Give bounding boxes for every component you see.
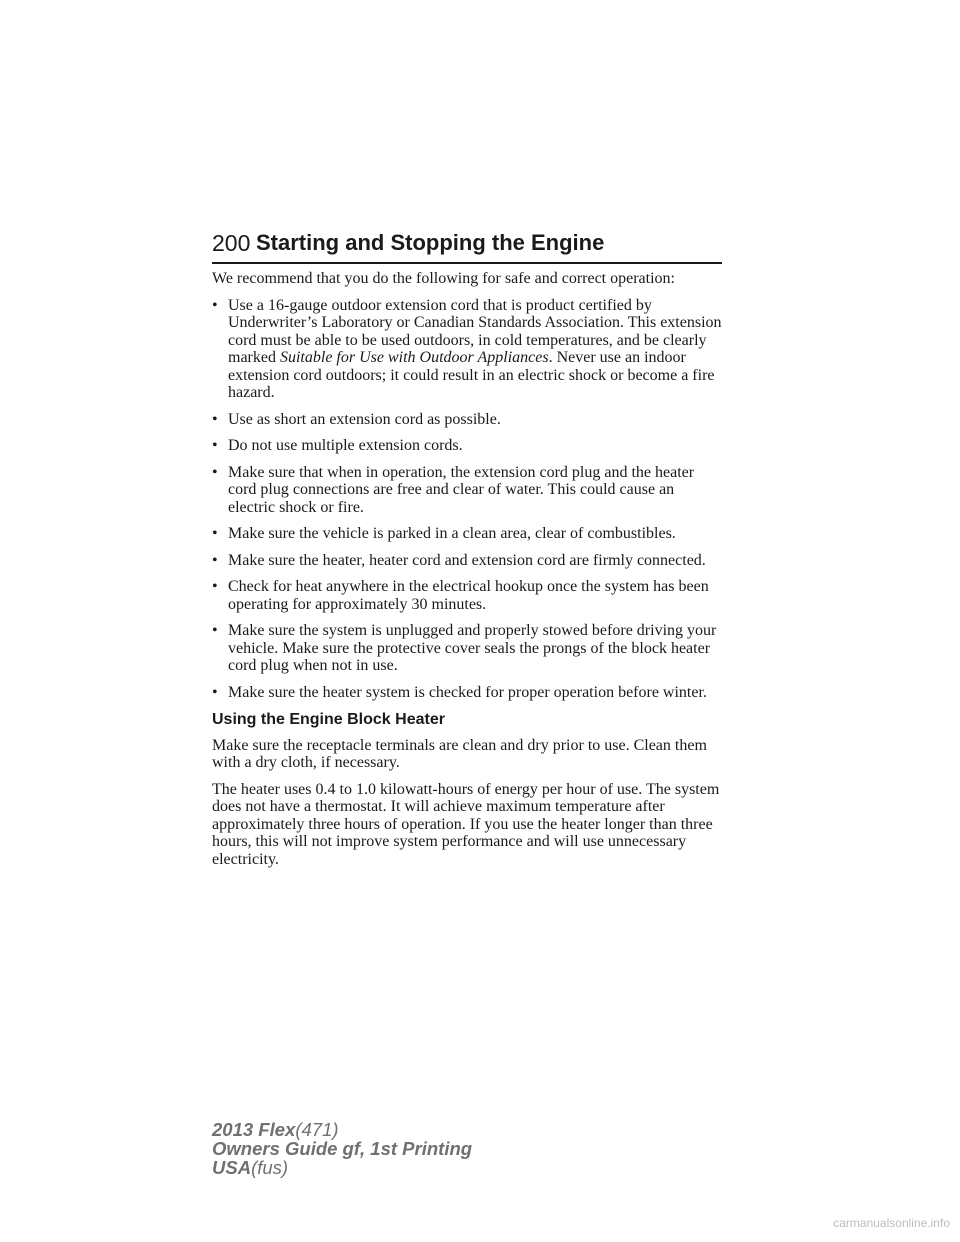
bullet-icon: •	[212, 437, 218, 454]
bullet-icon: •	[212, 622, 218, 639]
bullet-text: Do not use multiple extension cords.	[228, 437, 463, 454]
bullet-icon: •	[212, 525, 218, 542]
bullet-item	[212, 552, 722, 570]
bullet-item	[212, 578, 722, 613]
footer-market: USA	[212, 1157, 252, 1178]
site-watermark: carmanualsonline.info	[833, 1216, 950, 1230]
intro-paragraph: We recommend that you do the following for safe and correct operation:	[212, 270, 675, 287]
footer-line: Owners Guide gf, 1st Printing	[212, 1138, 473, 1159]
bullet-item	[212, 297, 722, 402]
section-title: Starting and Stopping the Engine	[256, 230, 605, 255]
bullet-text: . Never use an indoor extension cord outdoors; it could result in an electric shock or become a fire hazard.	[228, 349, 715, 401]
body-paragraph: Make sure the receptacle terminals are clean and dry prior to use. Clean them with a dry cloth, if necessary.	[212, 736, 707, 771]
bullet-item	[212, 437, 722, 455]
bullet-item	[212, 411, 722, 429]
bullet-item	[212, 622, 722, 675]
footer-market-code: (fus)	[251, 1157, 289, 1178]
body-paragraph: The heater uses 0.4 to 1.0 kilowatt-hours of energy per hour of use. The system does not have a thermostat. It will achieve maximum temperature after approximately three hours of operation. If you use the heater longer than three hours, this will not improve system performance and will use unnecessary electricity.	[212, 780, 720, 868]
bullet-icon: •	[212, 463, 218, 481]
bullet-icon: •	[212, 296, 218, 314]
print-footer	[212, 1120, 472, 1177]
bullet-text: Make sure the heater, heater cord and extension cord are firmly connected.	[228, 551, 706, 569]
bullet-item	[212, 525, 722, 543]
bullet-text: Make sure the vehicle is parked in a clean area, clear of combustibles.	[228, 525, 676, 542]
footer-model: 2013 Flex	[212, 1119, 296, 1140]
footer-code: (471)	[295, 1119, 339, 1140]
bullet-icon: •	[212, 410, 218, 428]
bullet-text: Use as short an extension cord as possible.	[228, 410, 501, 428]
bullet-text: Check for heat anywhere in the electrical hookup once the system has been operating for approximately 30 minutes.	[228, 578, 709, 613]
bullet-item	[212, 684, 722, 702]
safety-bullet-list	[212, 297, 722, 702]
bullet-text: Make sure the system is unplugged and properly stowed before driving your vehicle. Make sure the protective cover seals the prongs of the block heater cord plug when not in use.	[228, 622, 717, 674]
bullet-text: Make sure that when in operation, the extension cord plug and the heater cord plug connections are free and clear of water. This could cause an electric shock or fire.	[228, 463, 695, 516]
footer-line	[212, 1120, 472, 1139]
footer-line	[212, 1158, 472, 1177]
page-header	[212, 228, 722, 264]
bullet-text: Use a 16-gauge outdoor extension cord that is product certified by Underwriter’s Laboratory or Canadian Standards Association. This extension cord must be able to be used outdoors, in cold temperatures, and be clearly marked	[228, 296, 722, 366]
bullet-icon: •	[212, 578, 218, 595]
page-number: 200	[212, 230, 251, 256]
bullet-item	[212, 464, 722, 517]
bullet-icon: •	[212, 683, 218, 701]
bullet-text-italic: Suitable for Use with Outdoor Appliances	[279, 349, 549, 366]
subheading: Using the Engine Block Heater	[212, 711, 445, 728]
bullet-icon: •	[212, 551, 218, 569]
bullet-text: Make sure the heater system is checked for proper operation before winter.	[228, 683, 707, 701]
page-content	[212, 270, 722, 877]
